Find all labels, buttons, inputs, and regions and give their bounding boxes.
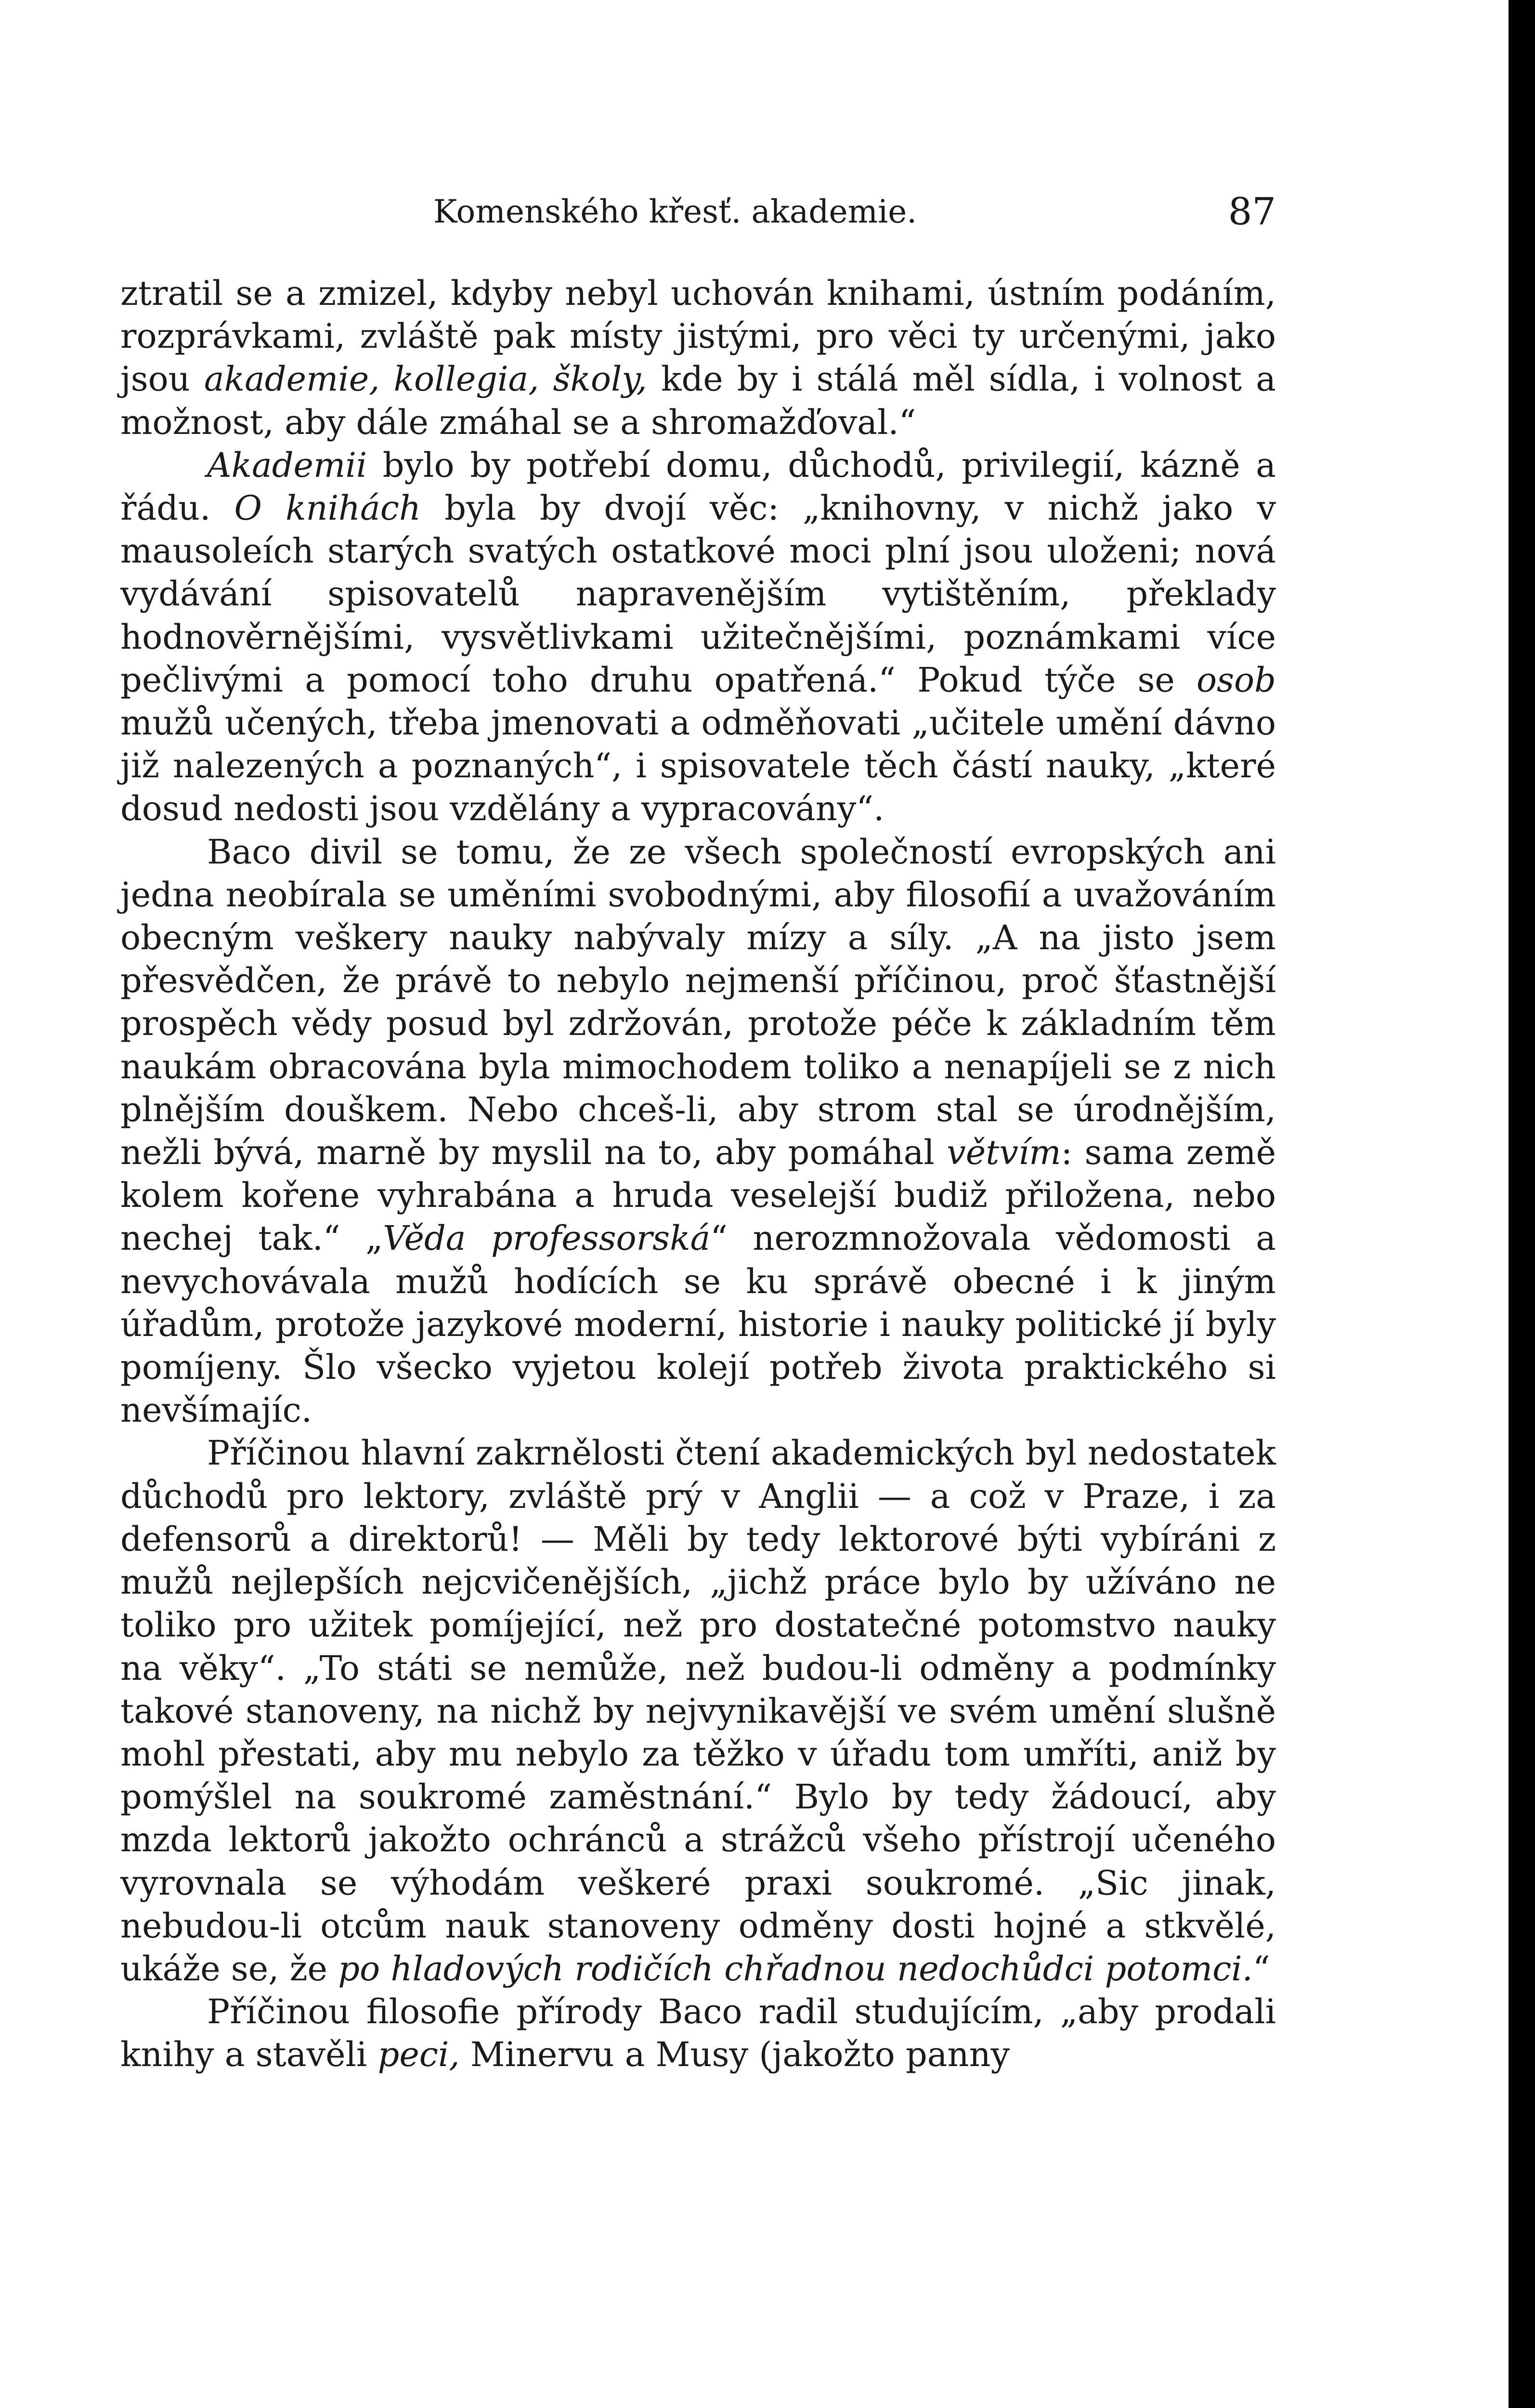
text-span: byla by dvojí věc: „knihovny, v nichž jako v mausoleích starých svatých ostatkové moci plní jsou uloženi; nová vydávání spisovatelů napravenějším vytištěním, překlady hodnověrnějšími, vysvětlivkami užitečnějšími, poznámkami více pečlivými a pomocí toho druhu opatřená.“ Pokud týče se (120, 488, 1276, 700)
text-span: kde by i stálá měl sídla, i volnost a možnost, aby dále zmáhal se a shromažďoval.“ (120, 359, 1276, 442)
text-span: ztratil se a zmizel, kdyby nebyl uchován knihami, ústním podáním, rozprávkami, zvláště pak místy jistými, pro věci ty určenými, jako jsou (120, 274, 1276, 399)
scan-edge-border (1509, 0, 1535, 2408)
paragraph (120, 272, 1276, 444)
text-span: “ nerozmnožovala vědomosti a nevychovávala mužů hodících se ku správě obecné i k jiným úřadům, protože jazykové moderní, historie i nauky politické jí byly pomíjeny. Šlo všecko vyjetou kolejí potřeb života praktického si nevšímajíc. (120, 1218, 1276, 1430)
text-span: : sama země kolem kořene vyhrabána a hruda veselejší budiž přiložena, nebo nechej tak.“ „ (120, 1133, 1276, 1258)
paragraph (120, 1432, 1276, 1990)
text-span: Baco divil se tomu, že ze všech společností evropských ani jedna neobírala se uměními svobodnými, aby filosofií a uvažováním obecným veškery nauky nabývaly mízy a síly. „A na jisto jsem přesvědčen, že právě to nebylo nejmenší příčinou, proč šťastnější prospěch vědy posud byl zdržován, protože péče k základním těm naukám obracována byla mimochodem toliko a nenapíjeli se z nich plnějším douškem. Nebo chceš-li, aby strom stal se úrodnějším, nežli bývá, marně by myslil na to, aby pomáhal (120, 832, 1276, 1173)
italic-text: osob (1196, 660, 1276, 700)
page-number: 87 (1228, 190, 1276, 234)
text-span: Minervu a Musy (jakožto panny (459, 2035, 1010, 2075)
italic-text: Akademii (207, 445, 367, 485)
text-span: Příčinou filosofie přírody Baco radil studujícím, „aby prodali knihy a stavěli (120, 1992, 1276, 2075)
italic-text: větvím (947, 1133, 1061, 1173)
text-span: mužů učených, třeba jmenovati a odměňovati „učitele umění dávno již nalezených a poznaných“, i spisovatele těch částí nauky, „které dosud nedosti jsou vzdělány a vypracovány“. (120, 703, 1276, 829)
italic-text: Věda professorská (383, 1218, 711, 1258)
italic-text: O knihách (234, 488, 421, 528)
paragraph (120, 831, 1276, 1432)
text-span: Příčinou hlavní zakrnělosti čtení akademických byl nedostatek důchodů pro lektory, zvláště prý v Anglii — a což v Praze, i za defensorů a direktorů! — Měli by tedy lektorové býti vybíráni z mužů nejlepších nejcvičenějších, „jichž práce bylo by užíváno ne toliko pro užitek pomíjející, než pro dostatečné potomstvo nauky na věky“. „To státi se nemůže, než budou-li odměny a podmínky takové stanoveny, na nichž by nejvynikavější ve svém umění slušně mohl přestati, aby mu nebylo za těžko v úřadu tom umříti, aniž by pomýšlel na soukromé zaměstnání.“ Bylo by tedy žádoucí, aby mzda lektorů jakožto ochránců a strážců všeho přístrojí učeného vyrovnala se výhodám veškeré praxi soukromé. „Sic jinak, nebudou-li otcům nauk stanoveny odměny dosti hojné a stkvělé, ukáže se, že (120, 1433, 1276, 1989)
page-header (120, 183, 1276, 241)
running-title: Komenského křesť. akademie. (433, 193, 917, 230)
paragraph (120, 444, 1276, 831)
body-text (120, 272, 1276, 2077)
italic-text: po hladových rodičích chřadnou nedochůdci potomci. (338, 1949, 1253, 1989)
paragraph (120, 1990, 1276, 2076)
italic-text: peci, (377, 2035, 460, 2075)
book-page (120, 183, 1276, 2077)
text-span: “ (1252, 1949, 1270, 1989)
text-span: bylo by potřebí domu, důchodů, privilegií, kázně a řádu. (120, 445, 1276, 528)
italic-text: akademie, kollegia, školy, (204, 359, 647, 399)
